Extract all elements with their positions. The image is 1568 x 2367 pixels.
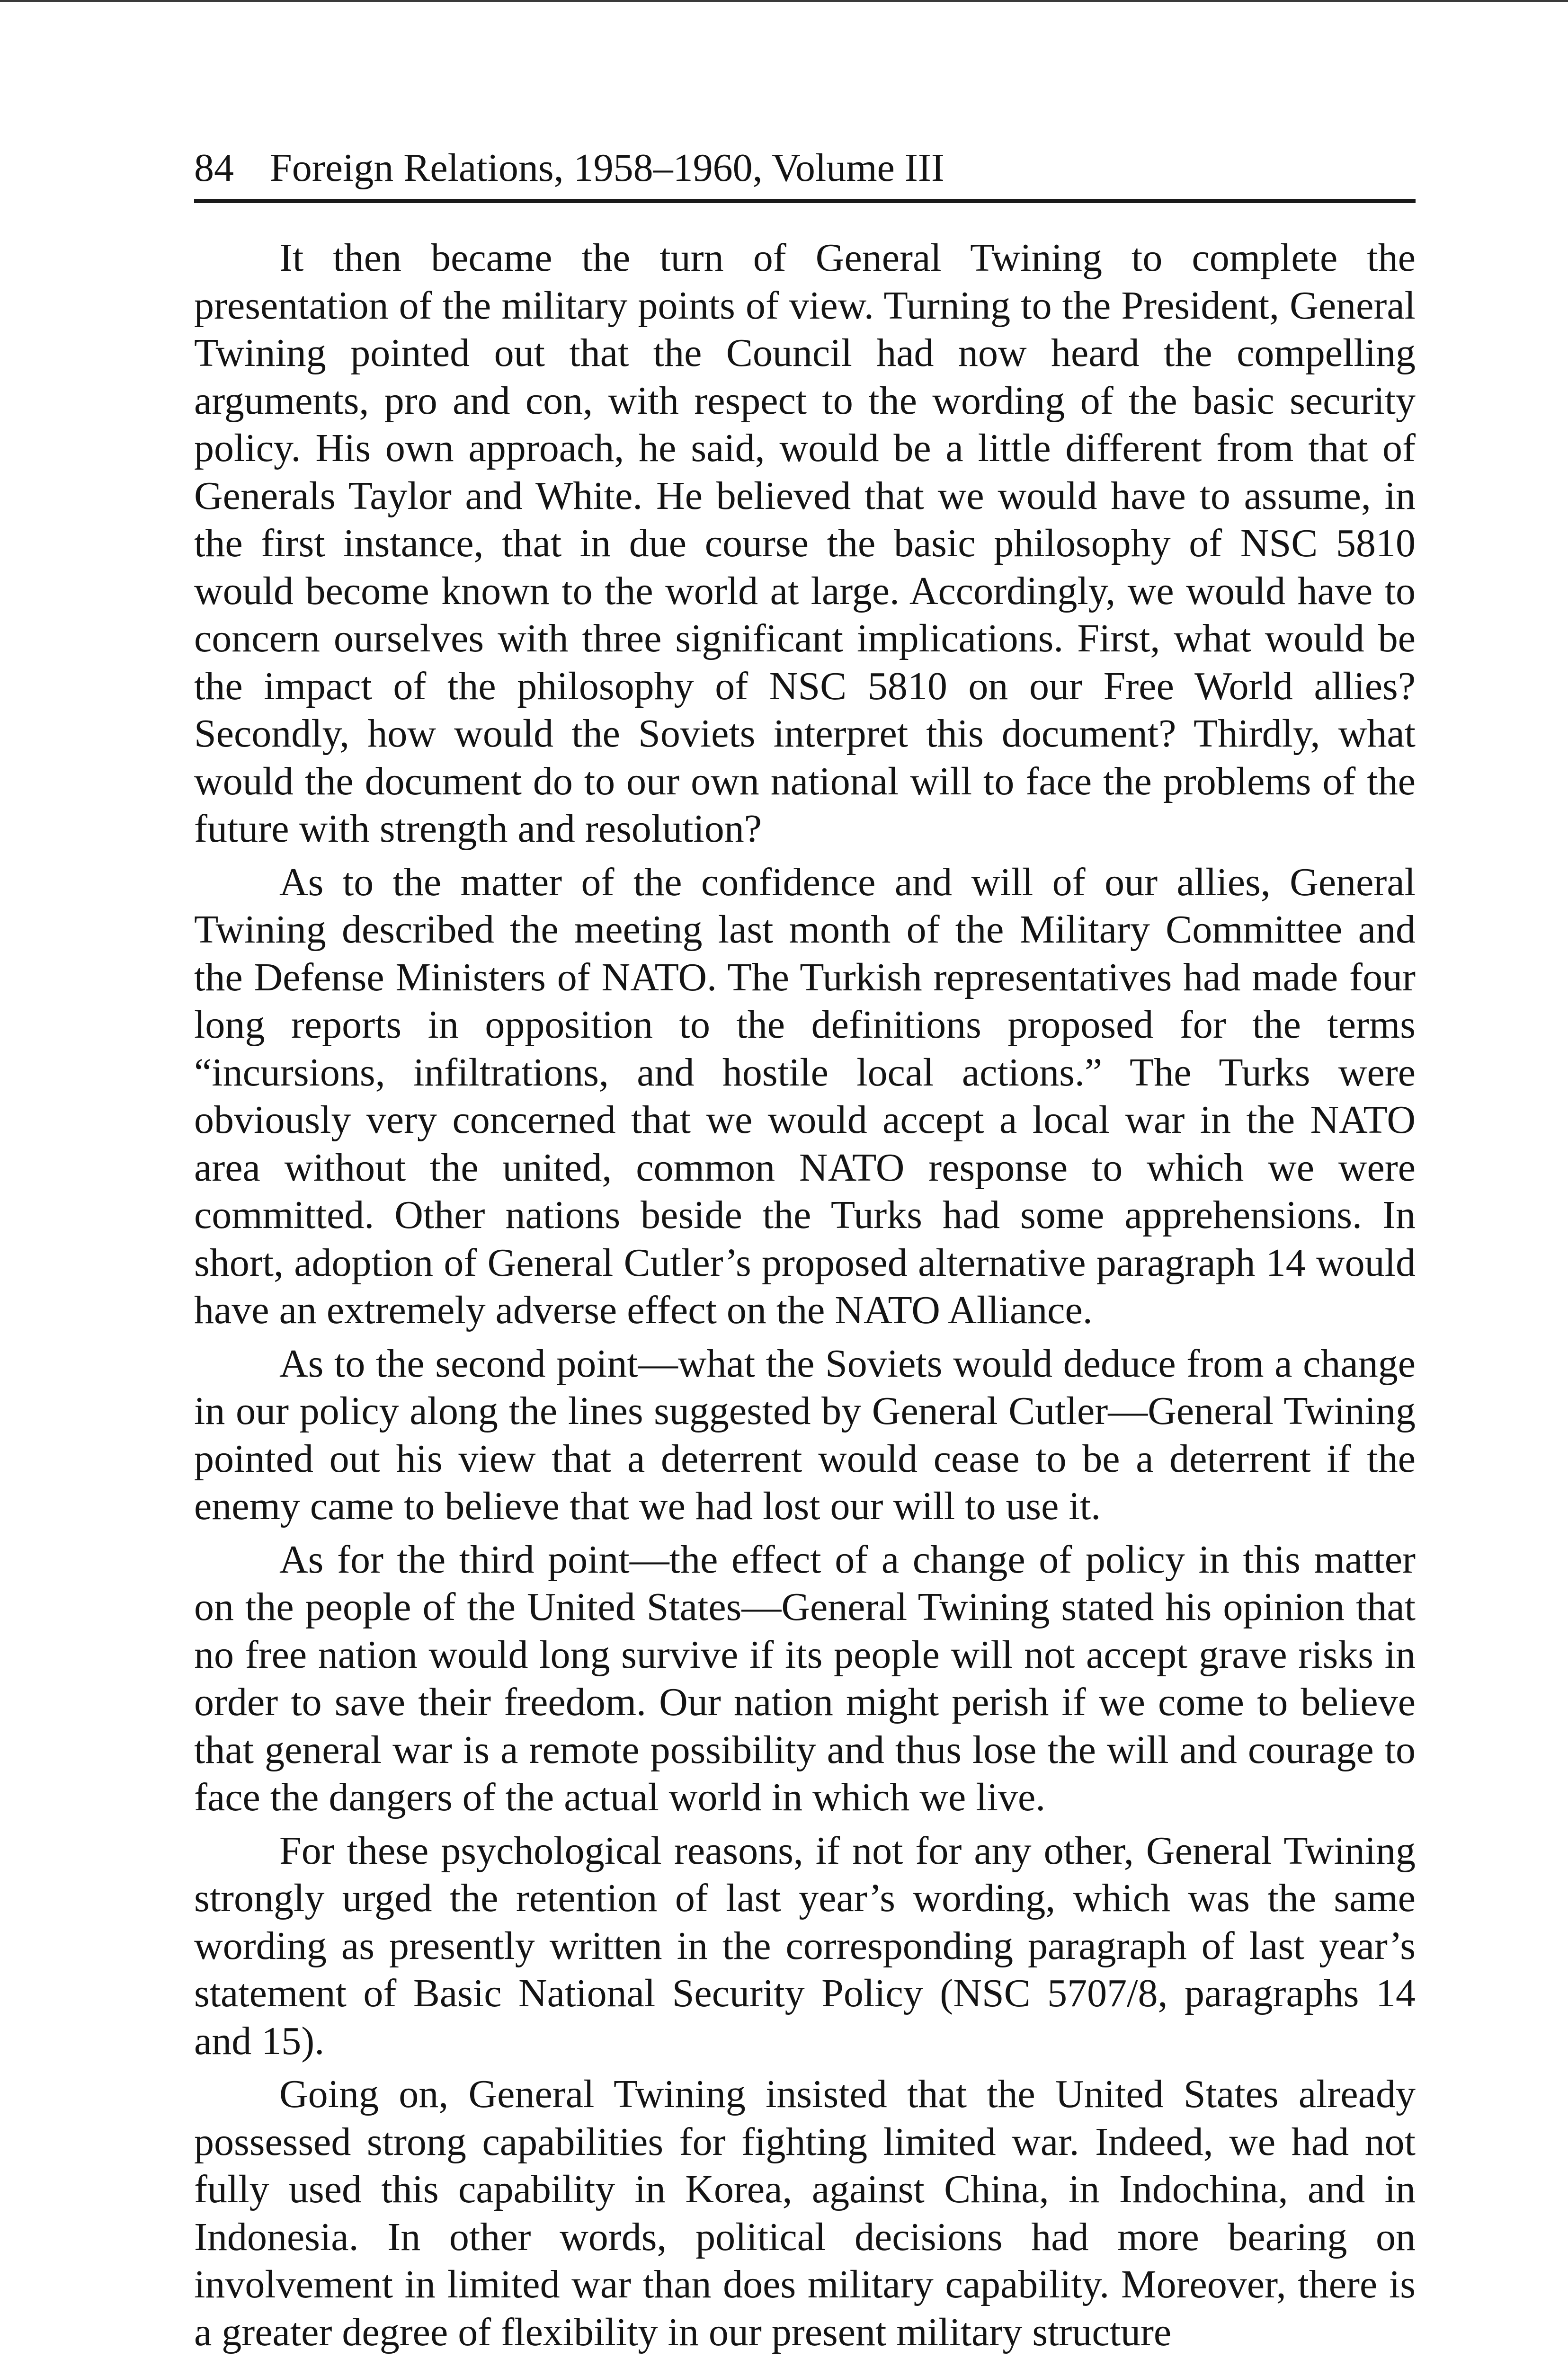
- body-text: [194, 234, 1416, 2356]
- paragraph-psychological-reasons: For these psychological reasons, if not for any other, General Twining strongly urged the retention of last year’s wording, which was the same wording as presently written in the corresponding paragraph of last year’s statement of Basic National Security Policy (NSC 5707/8, paragraphs 14 and 15).: [194, 1828, 1416, 2063]
- paragraph-limited-war-capabilities: Going on, General Twining insisted that the United States already possessed strong capabilities for fighting limited war. Indeed, we had not fully used this capability in Korea, against China, in Indochina, and in Indonesia. In other words, political decisions had more bearing on involvement in limited war than does military capability. Moreover, there is a greater degree of flexibility in our present military structure: [194, 2072, 1416, 2354]
- running-header: [194, 142, 1416, 203]
- paragraph-twining-presentation: It then became the turn of General Twining to complete the presentation of the military points of view. Turning to the President, General Twining pointed out that the Council had now heard the compelling arguments, pro and con, with respect to the wording of the basic security policy. His own approach, he said, would be a little different from that of Generals Taylor and White. He believed that we would have to assume, in the first instance, that in due course the basic philosophy of NSC 5810 would become known to the world at large. Accordingly, we would have to concern ourselves with three significant implications. First, what would be the impact of the philosophy of NSC 5810 on our Free World allies? Secondly, how would the Soviets interpret this document? Thirdly, what would the document do to our own national will to face the problems of the future with strength and resolution?: [194, 236, 1416, 851]
- paragraph-allies-confidence: As to the matter of the confidence and will of our allies, General Twining described the meeting last month of the Military Committee and the Defense Ministers of NATO. The Turkish representatives had made four long reports in opposition to the definitions proposed for the terms “incursions, infiltrations, and hostile local actions.” The Turks were obviously very concerned that we would accept a local war in the NATO area without the united, common NATO response to which we were committed. Other nations beside the Turks had some apprehensions. In short, adoption of General Cutler’s proposed alternative paragraph 14 would have an extremely adverse effect on the NATO Alliance.: [194, 860, 1416, 1332]
- document-page: [194, 142, 1416, 2362]
- paragraph-national-will: As for the third point—the effect of a change of policy in this matter on the people of the United States—General Twining stated his opinion that no free nation would long survive if its people will not accept grave risks in order to save their freedom. Our nation might perish if we come to believe that general war is a remote possibility and thus lose the will and courage to face the dangers of the actual world in which we live.: [194, 1537, 1416, 1819]
- page-number: 84: [194, 146, 234, 190]
- paragraph-soviet-deduction: As to the second point—what the Soviets would deduce from a change in our policy along the lines suggested by General Cutler—General Twining pointed out his view that a deterrent would cease to be a deterrent if the enemy came to believe that we had lost our will to use it.: [194, 1341, 1416, 1528]
- running-title: Foreign Relations, 1958–1960, Volume III: [270, 146, 944, 190]
- scan-top-edge: [0, 0, 1568, 2]
